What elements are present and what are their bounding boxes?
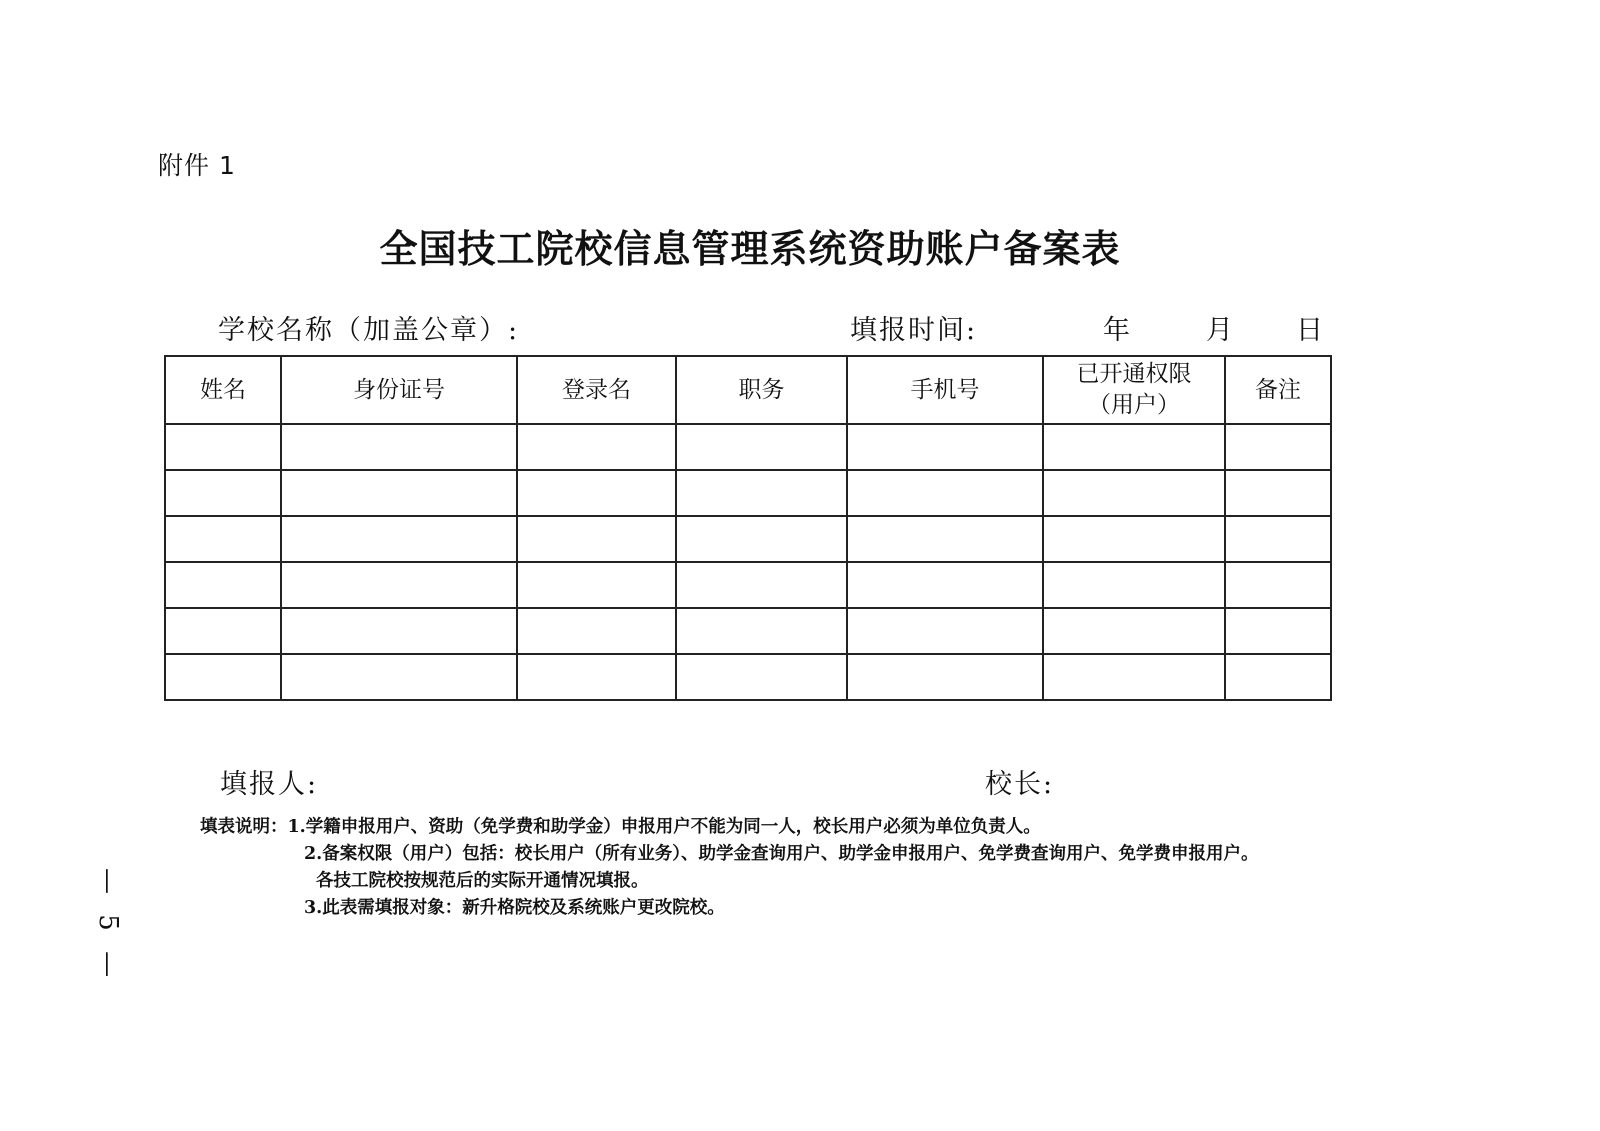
table-cell[interactable] bbox=[517, 470, 676, 516]
instruction-line-1 bbox=[200, 814, 1380, 841]
form-title: 全国技工院校信息管理系统资助账户备案表 bbox=[379, 226, 1121, 271]
table-cell[interactable] bbox=[1225, 516, 1331, 562]
page-number bbox=[83, 838, 123, 984]
table-cell[interactable] bbox=[847, 424, 1043, 470]
table-cell[interactable] bbox=[517, 608, 676, 654]
table-cell[interactable] bbox=[281, 470, 517, 516]
page-number-text: — 5 — bbox=[93, 868, 123, 984]
table-cell[interactable] bbox=[517, 516, 676, 562]
table-cell[interactable] bbox=[165, 608, 281, 654]
table-cell[interactable] bbox=[165, 424, 281, 470]
table-row bbox=[165, 654, 1331, 700]
table-cell[interactable] bbox=[1043, 516, 1225, 562]
table-cell[interactable] bbox=[1225, 562, 1331, 608]
table-cell[interactable] bbox=[1043, 470, 1225, 516]
table-row bbox=[165, 608, 1331, 654]
header-login-name: 登录名 bbox=[517, 356, 676, 424]
table-cell[interactable] bbox=[676, 654, 847, 700]
attachment-label: 附件 1 bbox=[158, 151, 236, 180]
header-permissions bbox=[1043, 356, 1225, 424]
table-row bbox=[165, 424, 1331, 470]
table-cell[interactable] bbox=[281, 608, 517, 654]
table-cell[interactable] bbox=[281, 654, 517, 700]
header-position: 职务 bbox=[676, 356, 847, 424]
table-cell[interactable] bbox=[1043, 608, 1225, 654]
header-permissions-sub: （用户） bbox=[1088, 392, 1180, 418]
date-year-label: 年 bbox=[1103, 315, 1130, 346]
date-day-label: 日 bbox=[1296, 315, 1323, 346]
registration-table bbox=[164, 355, 1332, 701]
date-label: 填报时间: bbox=[850, 315, 978, 346]
table-row bbox=[165, 516, 1331, 562]
table-cell[interactable] bbox=[517, 424, 676, 470]
instruction-text-1: 1.学籍申报用户、资助（免学费和助学金）申报用户不能为同一人，校长用户必须为单位负责人。 bbox=[287, 817, 1041, 837]
instruction-line-3 bbox=[200, 868, 1380, 895]
instruction-line-2 bbox=[200, 841, 1380, 868]
principal-label: 校长: bbox=[985, 769, 1055, 800]
table-cell[interactable] bbox=[281, 424, 517, 470]
table-cell[interactable] bbox=[165, 562, 281, 608]
table-cell[interactable] bbox=[676, 470, 847, 516]
table-cell[interactable] bbox=[1225, 654, 1331, 700]
table-header-row bbox=[165, 356, 1331, 424]
table-cell[interactable] bbox=[281, 562, 517, 608]
table-cell[interactable] bbox=[676, 424, 847, 470]
table-row bbox=[165, 562, 1331, 608]
table-cell[interactable] bbox=[281, 516, 517, 562]
instruction-text-3: 各技工院校按规范后的实际开通情况填报。 bbox=[316, 871, 649, 891]
instruction-line-4 bbox=[200, 895, 1380, 922]
table-cell[interactable] bbox=[676, 608, 847, 654]
table-cell[interactable] bbox=[1043, 424, 1225, 470]
school-name-label: 学校名称（加盖公章）: bbox=[218, 315, 520, 346]
table-cell[interactable] bbox=[847, 562, 1043, 608]
date-month-label: 月 bbox=[1206, 315, 1233, 346]
instruction-text-2: 2.备案权限（用户）包括：校长用户（所有业务）、助学金查询用户、助学金申报用户、免学费查询用户、免学费申报用户。 bbox=[304, 844, 1259, 864]
header-remarks: 备注 bbox=[1225, 356, 1331, 424]
table-cell[interactable] bbox=[847, 470, 1043, 516]
table-cell[interactable] bbox=[165, 470, 281, 516]
table-cell[interactable] bbox=[847, 654, 1043, 700]
table-cell[interactable] bbox=[517, 562, 676, 608]
table-cell[interactable] bbox=[847, 608, 1043, 654]
header-permissions-main: 已开通权限 bbox=[1076, 361, 1192, 387]
table-cell[interactable] bbox=[1043, 654, 1225, 700]
table-cell[interactable] bbox=[847, 516, 1043, 562]
filler-label: 填报人: bbox=[220, 769, 319, 800]
instruction-text-4: 3.此表需填报对象：新升格院校及系统账户更改院校。 bbox=[304, 898, 725, 918]
table-cell[interactable] bbox=[676, 516, 847, 562]
header-phone: 手机号 bbox=[847, 356, 1043, 424]
instructions bbox=[200, 814, 1380, 922]
table-cell[interactable] bbox=[1043, 562, 1225, 608]
table-cell[interactable] bbox=[517, 654, 676, 700]
instructions-label: 填表说明： bbox=[200, 817, 288, 837]
table-cell[interactable] bbox=[1225, 608, 1331, 654]
table-row bbox=[165, 470, 1331, 516]
header-id-number: 身份证号 bbox=[281, 356, 517, 424]
table-cell[interactable] bbox=[165, 516, 281, 562]
table-cell[interactable] bbox=[1225, 424, 1331, 470]
date-row bbox=[850, 308, 1330, 348]
table-cell[interactable] bbox=[676, 562, 847, 608]
header-name: 姓名 bbox=[165, 356, 281, 424]
table-body bbox=[165, 424, 1331, 700]
table-cell[interactable] bbox=[165, 654, 281, 700]
table-cell[interactable] bbox=[1225, 470, 1331, 516]
